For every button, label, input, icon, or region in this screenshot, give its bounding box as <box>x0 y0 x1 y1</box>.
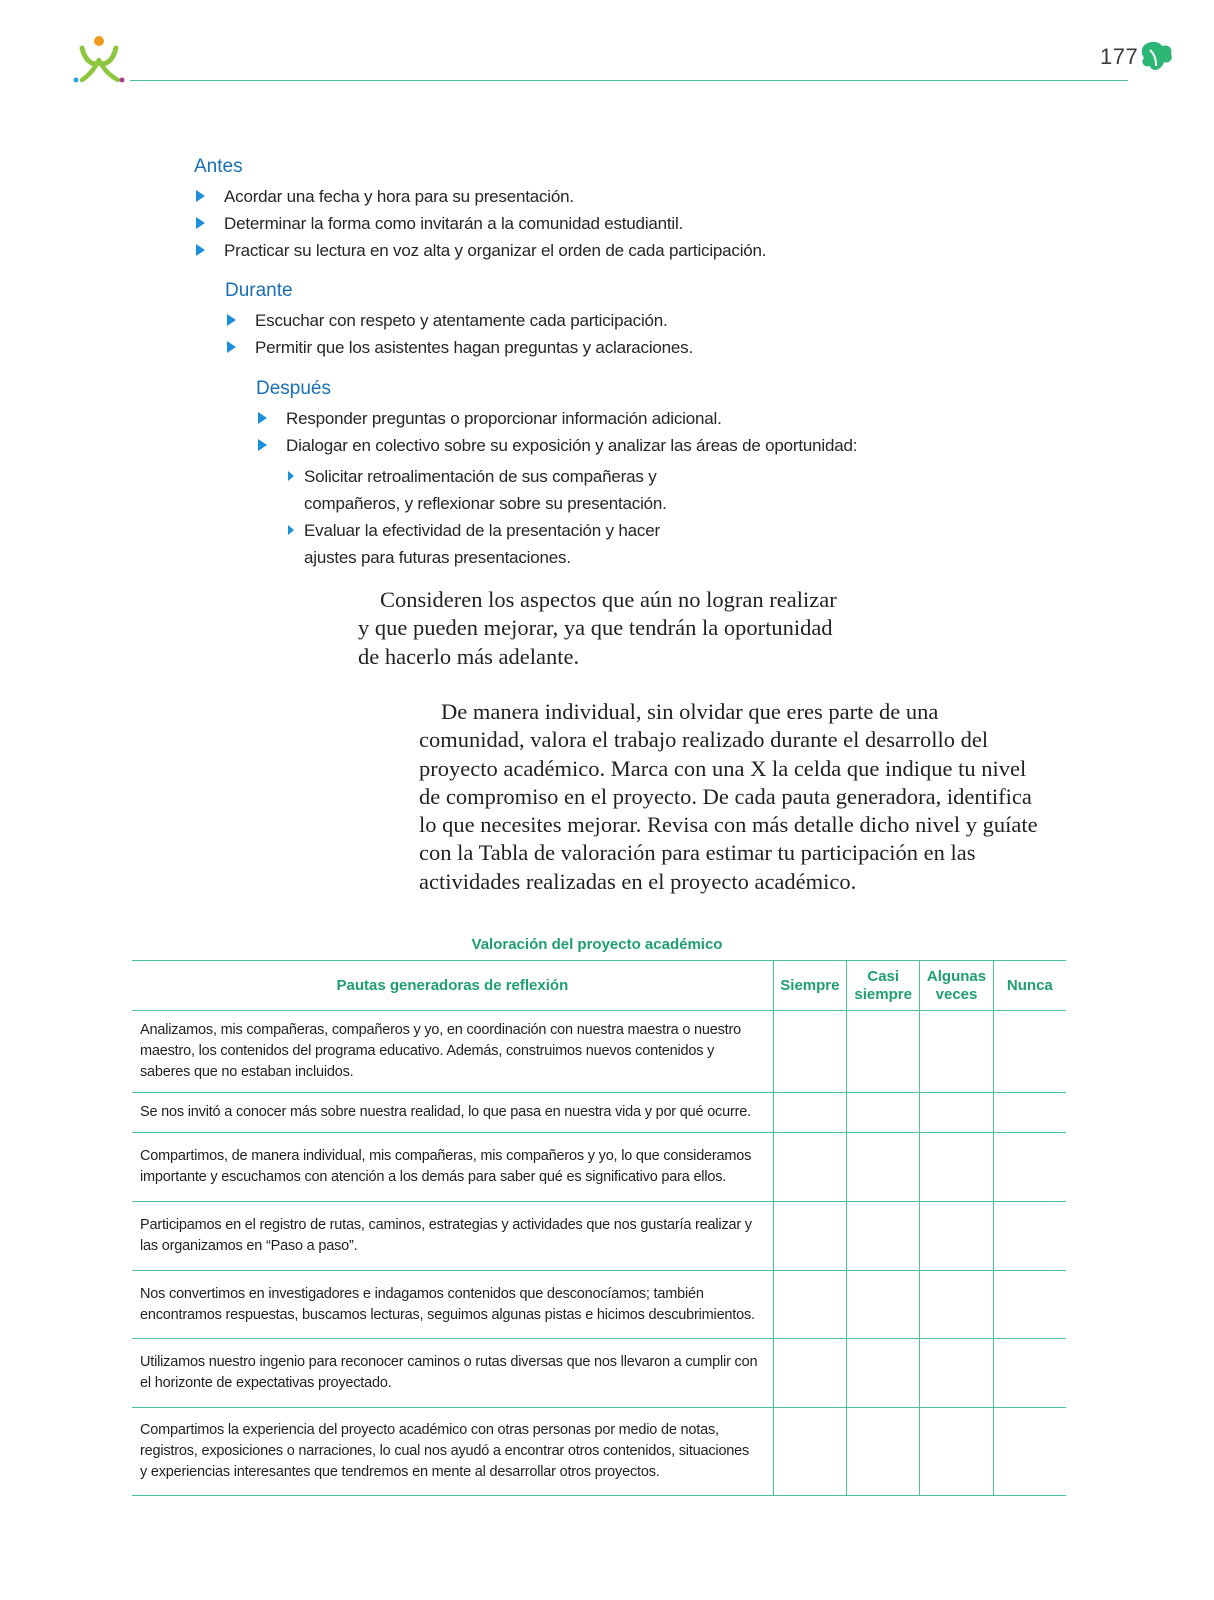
list-item: Permitir que los asistentes hagan preguntas y aclaraciones. <box>225 334 693 361</box>
list-item: Practicar su lectura en voz alta y organizar el orden de cada participación. <box>194 237 766 264</box>
table-row <box>132 1133 1066 1202</box>
col-header-casi-siempre: Casi siempre <box>847 961 920 1011</box>
valoracion-table <box>132 960 1066 1496</box>
sub-list-item: Solicitar retroalimentación de sus compañeras y compañeros, y reflexionar sobre su presentación. <box>286 463 857 517</box>
despues-list <box>256 405 857 459</box>
checkbox-cell-algunas-veces[interactable] <box>920 1408 993 1496</box>
pauta-cell: Utilizamos nuestro ingenio para reconocer caminos o rutas diversas que nos llevaron a cumplir con el horizonte de expectativas proyectado. <box>132 1339 773 1408</box>
table-row <box>132 1339 1066 1408</box>
checkbox-cell-siempre[interactable] <box>773 1133 846 1202</box>
bullet-arrow-icon <box>288 525 294 535</box>
bullet-arrow-icon <box>227 314 236 326</box>
checkbox-cell-siempre[interactable] <box>773 1202 846 1271</box>
pauta-cell: Nos convertimos en investigadores e indagamos contenidos que desconocíamos; también encontramos respuestas, buscamos lecturas, seguimos algunas pistas e hicimos descubrimientos. <box>132 1271 773 1339</box>
paragraph-consideren: Consideren los aspectos que aún no logran realizar y que pueden mejorar, ya que tendrán la oportunidad de hacerlo más adelante. <box>358 587 837 669</box>
table-row <box>132 1202 1066 1271</box>
table-row <box>132 1093 1066 1133</box>
bullet-arrow-icon <box>196 217 205 229</box>
list-item: Responder preguntas o proporcionar información adicional. <box>256 405 857 432</box>
bullet-arrow-icon <box>196 190 205 202</box>
sub-list-item: Evaluar la efectividad de la presentación y hacer ajustes para futuras presentaciones. <box>286 517 857 571</box>
checkbox-cell-siempre[interactable] <box>773 1011 846 1093</box>
checkbox-cell-nunca[interactable] <box>993 1093 1066 1133</box>
list-item: Acordar una fecha y hora para su presentación. <box>194 183 766 210</box>
checkbox-cell-nunca[interactable] <box>993 1011 1066 1093</box>
col-header-nunca: Nunca <box>993 961 1066 1011</box>
checkbox-cell-nunca[interactable] <box>993 1133 1066 1202</box>
checkbox-cell-algunas-veces[interactable] <box>920 1133 993 1202</box>
checkbox-cell-casi-siempre[interactable] <box>847 1133 920 1202</box>
checkbox-cell-siempre[interactable] <box>773 1271 846 1339</box>
section-durante <box>225 279 693 361</box>
checkbox-cell-casi-siempre[interactable] <box>847 1202 920 1271</box>
col-header-pautas: Pautas generadoras de reflexión <box>132 961 773 1011</box>
list-item: Dialogar en colectivo sobre su exposición y analizar las áreas de oportunidad: <box>256 432 857 459</box>
table-header-row <box>132 961 1066 1011</box>
checkbox-cell-algunas-veces[interactable] <box>920 1271 993 1339</box>
section-despues <box>256 377 857 571</box>
pauta-cell: Participamos en el registro de rutas, caminos, estrategias y actividades que nos gustaría realizar y las organizamos en “Paso a paso”. <box>132 1202 773 1271</box>
checkbox-cell-algunas-veces[interactable] <box>920 1011 993 1093</box>
list-item: Escuchar con respeto y atentamente cada participación. <box>225 307 693 334</box>
checkbox-cell-siempre[interactable] <box>773 1339 846 1408</box>
durante-list <box>225 307 693 361</box>
checkbox-cell-nunca[interactable] <box>993 1339 1066 1408</box>
checkbox-cell-nunca[interactable] <box>993 1271 1066 1339</box>
checkbox-cell-casi-siempre[interactable] <box>847 1011 920 1093</box>
checkbox-cell-siempre[interactable] <box>773 1408 846 1496</box>
section-title-antes: Antes <box>194 156 243 177</box>
list-item: Determinar la forma como invitarán a la comunidad estudiantil. <box>194 210 766 237</box>
paragraph-instrucciones: De manera individual, sin olvidar que eres parte de una comunidad, valora el trabajo realizado durante el desarrollo del proyecto académico. Marca con una X la celda que indique tu nivel de compromiso en el proyecto. De cada pauta generadora, identifica lo que necesites mejorar. Revisa con más detalle dicho nivel y guíate con la Tabla de valoración para estimar tu participación en las actividades realizadas en el proyecto académico. <box>419 699 1038 894</box>
page-number: 177 <box>1100 44 1139 69</box>
checkbox-cell-algunas-veces[interactable] <box>920 1202 993 1271</box>
section-title-durante: Durante <box>225 280 293 301</box>
section-antes <box>194 155 766 264</box>
pauta-cell: Compartimos, de manera individual, mis compañeras, mis compañeros y yo, lo que consideramos importante y escuchamos con atención a los demás para saber qué es significativo para ellos. <box>132 1133 773 1202</box>
program-logo-icon <box>72 34 128 84</box>
pauta-cell: Se nos invitó a conocer más sobre nuestra realidad, lo que pasa en nuestra vida y por qué ocurre. <box>132 1093 773 1133</box>
checkbox-cell-casi-siempre[interactable] <box>847 1339 920 1408</box>
decorative-blob-icon <box>1140 40 1174 74</box>
checkbox-cell-casi-siempre[interactable] <box>847 1408 920 1496</box>
table-row <box>132 1408 1066 1496</box>
section-title-despues: Después <box>256 378 331 399</box>
checkbox-cell-casi-siempre[interactable] <box>847 1271 920 1339</box>
bullet-arrow-icon <box>288 471 294 481</box>
checkbox-cell-nunca[interactable] <box>993 1202 1066 1271</box>
checkbox-cell-siempre[interactable] <box>773 1093 846 1133</box>
bullet-arrow-icon <box>258 439 267 451</box>
despues-sublist <box>286 463 857 571</box>
checkbox-cell-nunca[interactable] <box>993 1408 1066 1496</box>
bullet-arrow-icon <box>196 244 205 256</box>
antes-list <box>194 183 766 264</box>
col-header-algunas-veces: Algunas veces <box>920 961 993 1011</box>
checkbox-cell-algunas-veces[interactable] <box>920 1339 993 1408</box>
bullet-arrow-icon <box>227 341 236 353</box>
col-header-siempre: Siempre <box>773 961 846 1011</box>
pauta-cell: Analizamos, mis compañeras, compañeros y yo, en coordinación con nuestra maestra o nuestro maestro, los contenidos del programa educativo. Además, construimos nuevos contenidos y saberes que no estaban incluidos. <box>132 1011 773 1093</box>
header-rule <box>130 80 1128 81</box>
bullet-arrow-icon <box>258 412 267 424</box>
checkbox-cell-algunas-veces[interactable] <box>920 1093 993 1133</box>
table-row <box>132 1271 1066 1339</box>
pauta-cell: Compartimos la experiencia del proyecto académico con otras personas por medio de notas, registros, exposiciones o narraciones, lo cual nos ayudó a encontrar otros contenidos, situaciones y experiencias interesantes que tendremos en mente al desarrollar otros proyectos. <box>132 1408 773 1496</box>
table-row <box>132 1011 1066 1093</box>
table-title: Valoración del proyecto académico <box>471 936 723 953</box>
checkbox-cell-casi-siempre[interactable] <box>847 1093 920 1133</box>
